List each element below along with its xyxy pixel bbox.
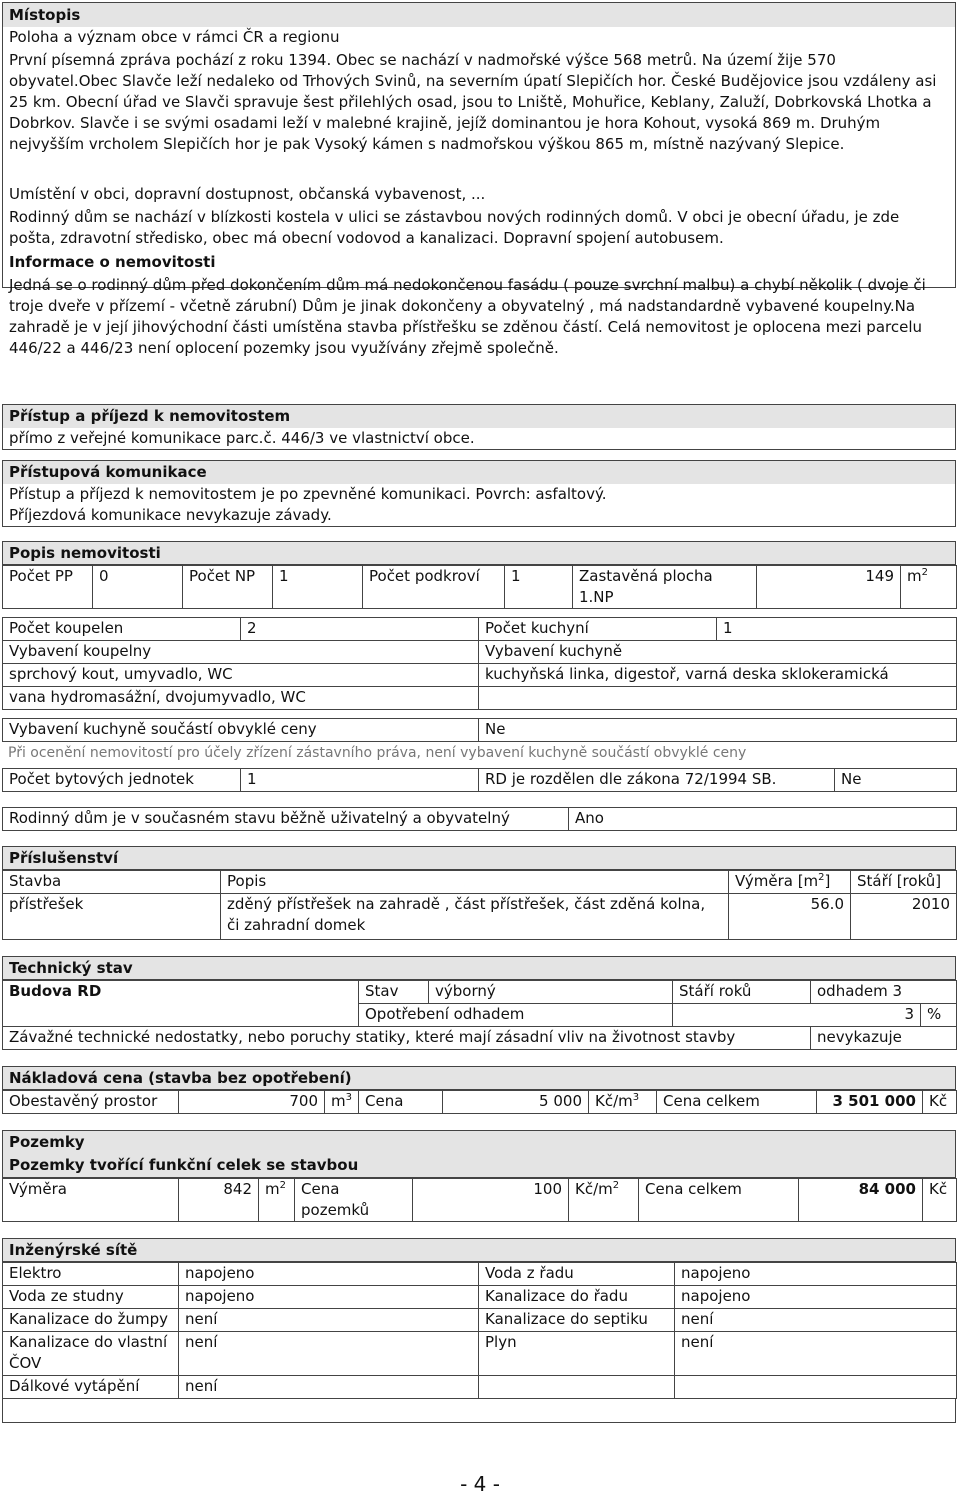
zastavena-label: Zastavěná plocha 1.NP — [573, 566, 757, 609]
cena-pozemku-unit: $Kč/m^2$ — [569, 1179, 639, 1222]
jednotek-value: 1 — [241, 769, 479, 792]
nakladova-table — [2, 1090, 957, 1114]
row-vymera: 56.0 — [729, 894, 851, 940]
pristup-section — [2, 404, 956, 450]
poloha-text: První písemná zpráva pochází z roku 1394. Obec se nachází v nadmořské výšce 568 metrů. Na území žije 570 obyvatel.Obec Slavče leží nedaleko od Trhových Svinů, na severním úpatí Slepičích hor. České Budějovice jsou vzdáleny asi 25 km. Obecní úřad ve Slavči spravuje šest přilehlých osad, jsou to Lniště, Mohuřice, Keblany, Zaluží, Dobrkovská Lhotka a Dobrkov. Slavče i se svými osadami leží v malebné krajině, jejíž dominantou je hora Kohout, vysoká 869 m. Druhým nejvyšším vrcholem Slepičích hor je pak Vysoký kámen s nadmořskou výškou 865 m, místně nazývaný Slepice. — [9, 51, 937, 153]
umisteni-text: Rodinný dům se nachází v blízkosti kostela v ulici se zástavbou nových rodinných domů. V obci je obecní úřadu, je zde pošta, zdravotní středisko, obec má obecní vodovod a kanalizaci. Dopravní spojení autobusem. — [9, 208, 900, 247]
mistopis-section — [2, 2, 956, 357]
uzivatelny-label: Rodinný dům je v současném stavu běžně uživatelný a obyvatelný — [3, 808, 569, 831]
prostor-unit: $m^3$ — [325, 1091, 359, 1114]
stari-label: Stáří roků — [673, 981, 811, 1004]
opotrebeni-label: Opotřebení odhadem — [359, 1004, 673, 1027]
pozemky-celkem-label: Cena celkem — [639, 1179, 799, 1222]
prostor-value: 700 — [179, 1091, 325, 1114]
umisteni-label: Umístění v obci, dopravní dostupnost, občanská vybavenost, ... — [9, 185, 486, 203]
jednotek-label: Počet bytových jednotek — [3, 769, 241, 792]
row-stari: 2010 — [851, 894, 957, 940]
page-number: - 4 - — [460, 1472, 500, 1496]
poloha-label: Poloha a význam obce v rámci ČR a regionu — [9, 28, 340, 46]
site-label: Kanalizace do vlastní ČOV — [3, 1332, 179, 1376]
prislusenstvi-title: Příslušenství — [2, 846, 956, 870]
site-title: Inženýrské sítě — [2, 1238, 956, 1262]
komunikace-line1: Přístup a příjezd k nemovitostem je po zpevněné komunikaci. Povrch: asfaltový. — [9, 485, 607, 503]
site-label: Voda z řadu — [479, 1263, 675, 1286]
pocet-np-value: 1 — [273, 566, 363, 609]
table-row — [3, 1309, 957, 1332]
cena-pozemku-label: Cena pozemků — [295, 1179, 413, 1222]
zavazne-value: nevykazuje — [811, 1027, 957, 1050]
header-vymera: Výměra $[m^2]$ — [729, 871, 851, 894]
site-label — [479, 1376, 675, 1399]
site-label: Kanalizace do žumpy — [3, 1309, 179, 1332]
stav-value: výborný — [429, 981, 673, 1004]
cena-label: Cena — [359, 1091, 443, 1114]
pristup-text: přímo z veřejné komunikace parc.č. 446/3 ve vlastnictví obce. — [9, 429, 475, 447]
document-page — [2, 2, 956, 1423]
site-value — [675, 1376, 957, 1399]
site-label: Kanalizace do septiku — [479, 1309, 675, 1332]
celkem-label: Cena celkem — [657, 1091, 817, 1114]
kuchyni-label: Počet kuchyní — [479, 618, 717, 641]
table-row — [3, 1286, 957, 1309]
pozemky-title: Pozemky — [9, 1133, 85, 1151]
site-label: Plyn — [479, 1332, 675, 1376]
budova-label: Budova RD — [3, 981, 359, 1027]
kuchyne-item-empty — [479, 687, 957, 710]
pozemky-header — [2, 1130, 956, 1178]
prostor-label: Obestavěný prostor — [3, 1091, 179, 1114]
table-row — [3, 1376, 957, 1399]
site-value: není — [675, 1332, 957, 1376]
pozemky-subtitle: Pozemky tvořící funkční celek se stavbou — [9, 1156, 359, 1174]
rozdelen-value: Ne — [835, 769, 957, 792]
header-popis: Popis — [221, 871, 729, 894]
site-label: Elektro — [3, 1263, 179, 1286]
site-value: napojeno — [179, 1263, 479, 1286]
header-stavba: Stavba — [3, 871, 221, 894]
koupelen-label: Počet koupelen — [3, 618, 241, 641]
site-value: není — [179, 1332, 479, 1376]
komunikace-section — [2, 460, 956, 527]
technicky-table — [2, 980, 957, 1050]
pozemky-celkem-value: 84 000 — [799, 1179, 923, 1222]
site-label: Voda ze studny — [3, 1286, 179, 1309]
row-popis: zděný přístřešek na zahradě , část přístřešek, část zděná kolna, či zahradní domek — [221, 894, 729, 940]
header-stari: Stáří [roků] — [851, 871, 957, 894]
opotrebeni-value: 3 — [673, 1004, 921, 1027]
rozdelen-label: RD je rozdělen dle zákona 72/1994 SB. — [479, 769, 835, 792]
celkem-value: 3 501 000 — [817, 1091, 923, 1114]
soucast-value: Ne — [479, 719, 957, 742]
prislusenstvi-table — [2, 870, 957, 940]
pristup-title: Přístup a příjezd k nemovitostem — [3, 405, 955, 428]
nakladova-title: Nákladová cena (stavba bez opotřebení) — [2, 1066, 956, 1090]
site-value: není — [179, 1309, 479, 1332]
pozemky-table — [2, 1178, 957, 1222]
vybaveni-kuchyne-label: Vybavení kuchyně — [479, 641, 957, 664]
zavazne-label: Závažné technické nedostatky, nebo poruchy statiky, které mají zásadní vliv na životnost stavby — [3, 1027, 811, 1050]
row-stavba: přístřešek — [3, 894, 221, 940]
podkrovi-label: Počet podkroví — [363, 566, 505, 609]
soucast-table — [2, 718, 957, 742]
stav-label: Stav — [359, 981, 429, 1004]
jednotky-table — [2, 768, 957, 792]
komunikace-title: Přístupová komunikace — [3, 461, 955, 484]
cena-pozemku-value: 100 — [413, 1179, 569, 1222]
koupelna-item: vana hydromasážní, dvojumyvadlo, WC — [3, 687, 479, 710]
pocet-pp-label: Počet PP — [3, 566, 93, 609]
popis-counts-table — [2, 565, 957, 609]
koupelna-item: sprchový kout, umyvadlo, WC — [3, 664, 479, 687]
pocet-np-label: Počet NP — [183, 566, 273, 609]
koupelny-kuchyne-table — [2, 617, 957, 710]
vymera-unit: $m^2$ — [259, 1179, 295, 1222]
koupelen-value: 2 — [241, 618, 479, 641]
vybaveni-koupelny-label: Vybavení koupelny — [3, 641, 479, 664]
site-value: napojeno — [675, 1286, 957, 1309]
site-value: napojeno — [179, 1286, 479, 1309]
site-value: není — [179, 1376, 479, 1399]
info-label: Informace o nemovitosti — [9, 253, 216, 271]
table-row — [3, 1332, 957, 1376]
site-table — [2, 1262, 957, 1399]
info-text: Jedná se o rodinný dům před dokončením dům má nedokončenou fasádu ( pouze svrchní malbu) a chybí několik ( dvoje či troje dveře v přízemí - včetně zárubní) Dům je jinak dokončeny a obyvatelný , má nadstandardně vybavené koupelny.Na zahradě je v její jihovýchodní části umístěna stavba přístřešku se zděnou částí. Celá nemovitost je oplocena mezi parcelu 446/22 a 446/23 není oplocení pozemky jsou využívány zřejmě společně. — [9, 276, 926, 357]
celkem-currency: Kč — [923, 1091, 957, 1114]
zastavena-value: 149 — [757, 566, 901, 609]
mistopis-title: Místopis — [3, 3, 955, 27]
komunikace-line2: Příjezdová komunikace nevykazuje závady. — [9, 506, 332, 524]
vymera-value: 842 — [179, 1179, 259, 1222]
site-value: není — [675, 1309, 957, 1332]
pocet-pp-value: 0 — [93, 566, 183, 609]
cena-unit: $Kč/m^3$ — [589, 1091, 657, 1114]
site-label: Dálkové vytápění — [3, 1376, 179, 1399]
uzivatelny-value: Ano — [569, 808, 957, 831]
soucast-note: Při ocenění nemovitostí pro účely zřízení zástavního práva, není vybavení kuchyně součástí obvyklé ceny — [8, 745, 747, 761]
pozemky-currency: Kč — [923, 1179, 957, 1222]
stari-value: odhadem 3 — [811, 981, 957, 1004]
kuchyni-value: 1 — [717, 618, 957, 641]
vymera-label: Výměra — [3, 1179, 179, 1222]
table-row — [3, 1263, 957, 1286]
cena-value: 5 000 — [443, 1091, 589, 1114]
zastavena-unit: $m^2$ — [901, 566, 957, 609]
podkrovi-value: 1 — [505, 566, 573, 609]
site-label: Kanalizace do řadu — [479, 1286, 675, 1309]
soucast-label: Vybavení kuchyně součástí obvyklé ceny — [3, 719, 479, 742]
site-table-footer — [2, 1399, 956, 1423]
site-value: napojeno — [675, 1263, 957, 1286]
technicky-title: Technický stav — [2, 956, 956, 980]
uzivatelny-table — [2, 807, 957, 831]
popis-title: Popis nemovitosti — [2, 541, 956, 565]
opotrebeni-unit: % — [921, 1004, 957, 1027]
kuchyne-item: kuchyňská linka, digestoř, varná deska sklokeramická — [479, 664, 957, 687]
